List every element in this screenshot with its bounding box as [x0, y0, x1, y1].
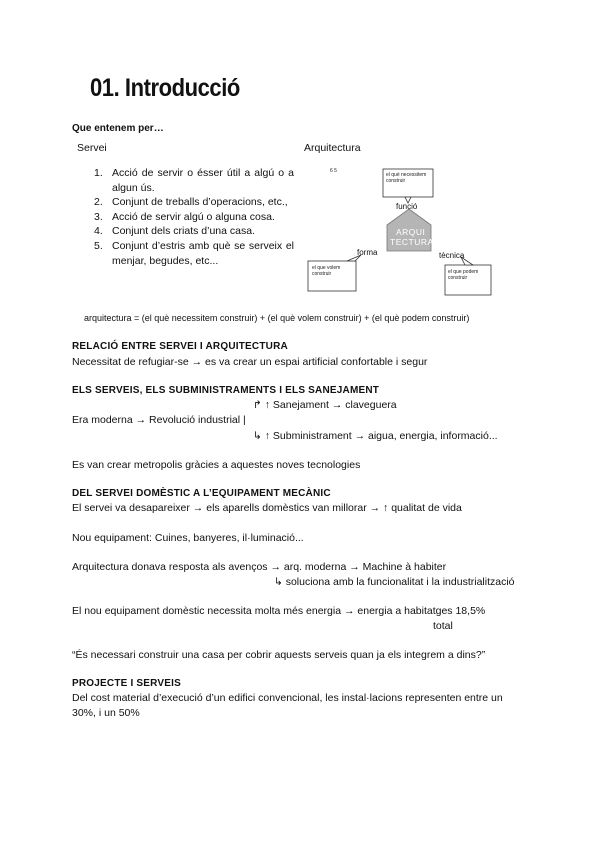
arquitectura-formula: arquitectura = (el què necessitem construir) + (el què volem construir) + (el què podem construir): [84, 313, 470, 323]
list-item: [94, 166, 294, 195]
section-text-relacio: Necessitat de refugiar-se → es va crear un espai artificial confortable i segur: [72, 356, 428, 368]
list-number: 2.: [94, 196, 103, 209]
era-moderna-line: Era moderna → Revolució industrial |: [72, 414, 246, 426]
branch-sanejament: ↱ ↑ Sanejament → claveguera: [253, 399, 397, 411]
section-text-total: total: [433, 620, 453, 632]
branch-subministrament: ↳ ↑ Subministrament → aigua, energia, informació...: [253, 430, 498, 442]
list-number: 4.: [94, 225, 103, 238]
section-heading-serveis: ELS SERVEIS, ELS SUBMINISTRAMENTS I ELS SANEJAMENT: [72, 385, 380, 396]
bubble-right-text: el que podem construir: [448, 269, 479, 281]
section-text-cost-line1: Del cost material d’execució d’un edifici convencional, les instal·lacions representen entre un: [72, 692, 503, 704]
label-tecnica: tècnica: [439, 251, 465, 260]
section-text-arquitectura-avencos: Arquitectura donava resposta als avenços → arq. moderna → Machine à habiter: [72, 561, 447, 573]
list-text: Acció de servir o ésser útil a algú o a algun ús.: [112, 167, 294, 194]
section-quote: “És necessari construir una casa per cobrir aquests serveis quan ja els integrem a dins?”: [72, 649, 486, 661]
section-heading-relacio: RELACIÓ ENTRE SERVEI I ARQUITECTURA: [72, 341, 288, 352]
section-heading-servei-domestic: DEL SERVEI DOMÈSTIC A L’EQUIPAMENT MECÀNIC: [72, 488, 331, 499]
list-item: [94, 210, 294, 225]
bubble-left-text: el que volem construir: [312, 265, 341, 277]
section-heading-projecte: PROJECTE I SERVEIS: [72, 678, 182, 689]
label-funcio: funció: [396, 202, 418, 211]
list-number: 1.: [94, 167, 103, 179]
house-label-line2: TECTURA: [390, 237, 434, 247]
section-text-energia: El nou equipament domèstic necessita molta més energia → energia a habitatges 18,5%: [72, 605, 486, 617]
list-item: [94, 224, 294, 239]
list-text: Conjunt de treballs d’operacions, etc.,: [112, 196, 288, 209]
house-label-line1: ARQUI: [396, 227, 426, 237]
list-text: Acció de servir algú o alguna cosa.: [112, 210, 275, 223]
list-number: 5.: [94, 239, 103, 252]
intro-question: Que entenem per…: [72, 123, 164, 134]
label-forma: forma: [357, 248, 378, 257]
list-text: Conjunt dels criats d’una casa.: [112, 225, 255, 238]
column-heading-servei: Servei: [77, 142, 107, 154]
list-number: 3.: [94, 210, 103, 223]
section-text-metropolis: Es van crear metropolis gràcies a aquestes noves tecnologies: [72, 459, 361, 471]
list-item: [94, 195, 294, 210]
page-title: 01. Introducció: [90, 74, 240, 102]
column-heading-arquitectura: Arquitectura: [304, 142, 361, 154]
bubble-top-text: el què necessitem construir: [386, 172, 427, 184]
arquitectura-diagram: [305, 165, 515, 300]
list-item: [94, 239, 294, 268]
section-text-funcionalitat: ↳ soluciona amb la funcionalitat i la industrialització: [274, 576, 515, 588]
section-text-servei-desapareixer: El servei va desapareixer → els aparells domèstics van millorar → ↑ qualitat de vida: [72, 502, 462, 514]
section-text-cost-line2: 30%, i un 50%: [72, 707, 140, 719]
servei-definitions-list: [94, 166, 294, 268]
list-text: Conjunt d’estris amb què se serveix el menjar, begudes, etc...: [112, 239, 294, 267]
section-text-nou-equipament: Nou equipament: Cuines, banyeres, il·luminació...: [72, 532, 304, 544]
corner-mark: 6 5: [330, 168, 337, 174]
